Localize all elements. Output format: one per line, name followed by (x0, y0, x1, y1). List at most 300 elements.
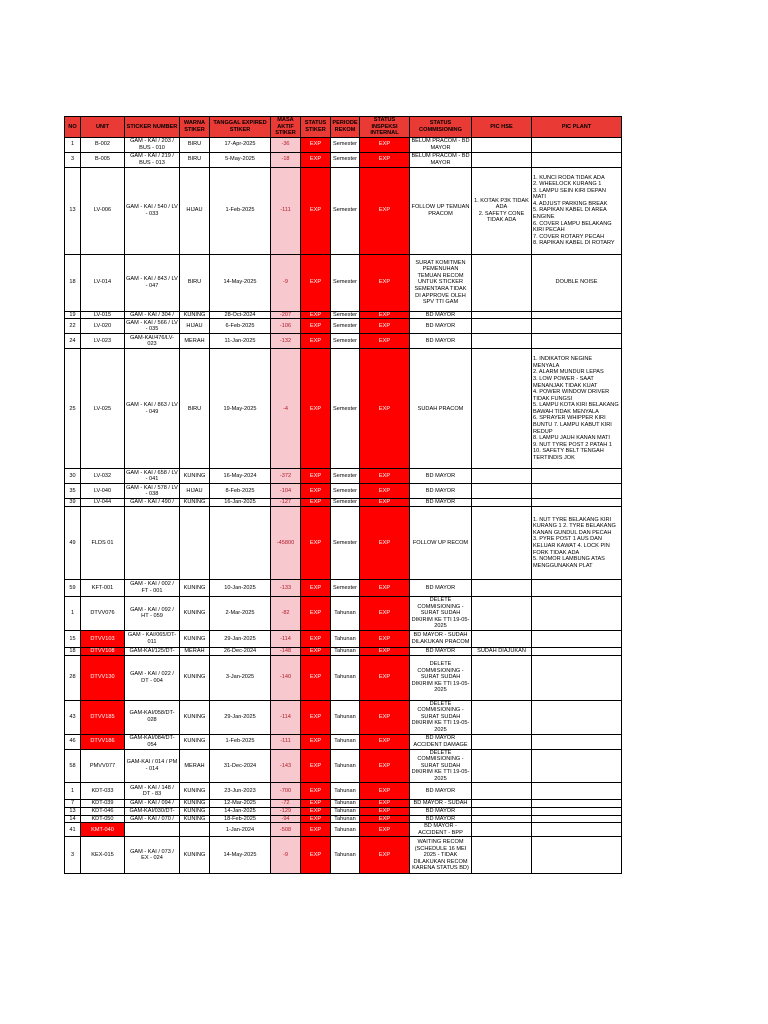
cell-pic-plant[interactable]: 1. KUNCI RODA TIDAK ADA 2. WHEELOCK KURANG 1 3. LAMPU SEIN KIRI DEPAN MATI 4. ADJUST PARKING BREAK 5. RAPIKAN KABEL DI AREA ENGINE 6. COVER LAMPU BELAKANG KIRI PECAH 7. COVER ROTARY PECAH 8. RAPIKAN KABEL DI ROTARY (532, 167, 622, 254)
cell-status-stiker[interactable]: EXP (301, 506, 331, 579)
cell-status-inspeksi[interactable]: EXP (360, 837, 410, 874)
cell-status-stiker[interactable]: EXP (301, 579, 331, 596)
cell-unit[interactable]: KDT-039 (81, 800, 125, 808)
cell-status-commisioning[interactable]: BD MAYOR (410, 647, 472, 655)
cell-unit[interactable]: LV-020 (81, 319, 125, 334)
cell-pic-hse[interactable] (472, 137, 532, 152)
cell-pic-hse[interactable] (472, 334, 532, 349)
cell-masa-aktif[interactable]: -18 (271, 152, 301, 167)
cell-warna[interactable]: KUNING (180, 499, 210, 507)
cell-status-stiker[interactable]: EXP (301, 484, 331, 499)
cell-status-stiker[interactable]: EXP (301, 734, 331, 749)
cell-sticker-number[interactable]: GAM-KAI / 014 / PM - 014 (125, 749, 180, 783)
cell-pic-plant[interactable] (532, 579, 622, 596)
cell-status-commisioning[interactable]: WAITING RECOM (SCHEDULE 16 MEI 2025 - TIDAK DILAKUKAN RECOM KARENA STATUS BD) (410, 837, 472, 874)
cell-status-stiker[interactable]: EXP (301, 630, 331, 647)
cell-warna[interactable]: MERAH (180, 334, 210, 349)
cell-status-inspeksi[interactable]: EXP (360, 334, 410, 349)
cell-status-inspeksi[interactable]: EXP (360, 800, 410, 808)
cell-unit[interactable]: KFT-001 (81, 579, 125, 596)
cell-pic-hse[interactable] (472, 655, 532, 700)
cell-unit[interactable]: LV-044 (81, 499, 125, 507)
cell-periode[interactable]: Tahunan (331, 823, 360, 837)
cell-unit[interactable]: LV-025 (81, 349, 125, 469)
cell-status-stiker[interactable]: EXP (301, 349, 331, 469)
cell-pic-plant[interactable] (532, 655, 622, 700)
cell-status-commisioning[interactable]: BELUM PRACOM - BD MAYOR (411, 138, 470, 151)
cell-no[interactable]: 41 (65, 823, 81, 837)
cell-unit[interactable]: DTVV108 (81, 647, 125, 655)
cell-pic-hse[interactable] (472, 749, 532, 783)
cell-masa-aktif[interactable]: -9 (271, 254, 301, 311)
cell-pic-hse[interactable]: 1. KOTAK P3K TIDAK ADA 2. SAFETY CONE TIDAK ADA (472, 167, 532, 254)
cell-sticker-number[interactable]: GAM - KAI / 203 / BUS - 010 (125, 137, 180, 152)
cell-masa-aktif[interactable]: -508 (271, 823, 301, 837)
cell-tanggal[interactable]: 19-May-2025 (210, 349, 271, 469)
cell-warna[interactable]: KUNING (180, 311, 210, 319)
header-unit[interactable]: UNIT (81, 117, 125, 138)
cell-warna[interactable]: HIJAU (180, 319, 210, 334)
cell-pic-plant[interactable] (532, 319, 622, 334)
cell-tanggal[interactable]: 16-Jan-2025 (210, 499, 271, 507)
cell-masa-aktif[interactable]: -114 (271, 700, 301, 734)
cell-unit[interactable]: LV-006 (81, 167, 125, 254)
cell-tanggal[interactable]: 1-Jan-2024 (210, 823, 271, 837)
cell-sticker-number[interactable]: GAM-KAI/030/DT- (125, 808, 180, 816)
cell-masa-aktif[interactable]: -94 (271, 815, 301, 823)
cell-status-stiker[interactable]: EXP (301, 152, 331, 167)
cell-sticker-number[interactable]: GAM-KAI/058/DT-028 (125, 700, 180, 734)
cell-warna[interactable]: HIJAU (180, 484, 210, 499)
cell-pic-plant[interactable] (532, 469, 622, 484)
cell-status-commisioning[interactable]: FOLLOW UP RECOM (410, 506, 472, 579)
cell-tanggal[interactable]: 3-Jan-2025 (210, 655, 271, 700)
cell-status-stiker[interactable]: EXP (301, 700, 331, 734)
cell-status-commisioning[interactable]: BD MAYOR (410, 815, 472, 823)
cell-pic-hse[interactable] (472, 700, 532, 734)
cell-pic-plant[interactable] (532, 823, 622, 837)
cell-pic-hse[interactable] (472, 808, 532, 816)
cell-pic-plant[interactable] (532, 630, 622, 647)
cell-status-stiker[interactable]: EXP (301, 823, 331, 837)
cell-status-commisioning[interactable]: BD MAYOR (410, 319, 472, 334)
cell-sticker-number[interactable]: GAM - KAI / 219 / BUS - 013 (125, 152, 180, 167)
cell-status-inspeksi[interactable]: EXP (360, 630, 410, 647)
cell-pic-hse[interactable] (472, 152, 532, 167)
cell-status-inspeksi[interactable]: EXP (360, 137, 410, 152)
cell-masa-aktif[interactable]: -111 (271, 734, 301, 749)
cell-masa-aktif[interactable]: -127 (271, 499, 301, 507)
cell-masa-aktif[interactable]: -104 (271, 484, 301, 499)
cell-unit[interactable]: DTVV130 (81, 655, 125, 700)
cell-pic-plant[interactable] (532, 311, 622, 319)
cell-status-stiker[interactable]: EXP (301, 499, 331, 507)
cell-status-stiker[interactable]: EXP (301, 167, 331, 254)
cell-no[interactable]: 59 (65, 579, 81, 596)
cell-unit[interactable]: PMVV077 (81, 749, 125, 783)
cell-sticker-number[interactable]: GAM - KAI / 148 / DT - 83 (125, 783, 180, 800)
header-status-stiker[interactable]: STATUS STIKER (301, 117, 331, 138)
cell-tanggal[interactable]: 26-Dec-2024 (210, 647, 271, 655)
cell-status-commisioning[interactable]: BD MAYOR (410, 499, 472, 507)
cell-periode[interactable]: Tahunan (331, 734, 360, 749)
cell-no[interactable]: 35 (65, 484, 81, 499)
cell-unit[interactable]: LV-032 (81, 469, 125, 484)
cell-periode[interactable]: Tahunan (331, 800, 360, 808)
cell-sticker-number[interactable]: GAM - KAI / 566 / LV - 035 (126, 319, 178, 333)
cell-sticker-number[interactable]: GAM - KAI / 843 / LV - 047 (125, 254, 180, 311)
cell-pic-hse[interactable] (472, 311, 532, 319)
cell-no[interactable]: 14 (65, 815, 81, 823)
cell-periode[interactable]: Tahunan (331, 655, 360, 700)
cell-pic-hse[interactable] (472, 783, 532, 800)
cell-pic-plant[interactable] (532, 137, 622, 152)
cell-no[interactable]: 19 (65, 311, 81, 319)
cell-unit[interactable]: DTVV185 (81, 700, 125, 734)
cell-no[interactable]: 43 (65, 700, 81, 734)
cell-warna[interactable] (180, 506, 210, 579)
cell-status-inspeksi[interactable]: EXP (360, 734, 410, 749)
cell-warna[interactable]: BIRU (180, 137, 210, 152)
cell-sticker-number[interactable]: GAM - KAI / 490 / (125, 499, 180, 507)
cell-status-stiker[interactable]: EXP (301, 800, 331, 808)
cell-tanggal[interactable]: 14-May-2025 (210, 837, 271, 874)
cell-unit[interactable]: KEX-015 (81, 837, 125, 874)
cell-status-inspeksi[interactable]: EXP (360, 596, 410, 630)
cell-warna[interactable]: MERAH (180, 647, 210, 655)
cell-no[interactable]: 1 (65, 783, 81, 800)
cell-no[interactable]: 49 (65, 506, 81, 579)
cell-unit[interactable]: KDT-046 (81, 808, 125, 816)
cell-periode[interactable]: Semester (331, 469, 360, 484)
cell-unit[interactable]: LV-015 (81, 311, 125, 319)
cell-no[interactable]: 7 (65, 800, 81, 808)
cell-status-commisioning[interactable]: DELETE COMMISIONING - SURAT SUDAH DIKIRIM KE TTI 19-05-2025 (410, 655, 472, 700)
cell-tanggal[interactable]: 14-May-2025 (210, 254, 271, 311)
cell-no[interactable]: 22 (65, 319, 81, 334)
cell-warna[interactable]: BIRU (180, 152, 210, 167)
cell-tanggal[interactable]: 29-Jan-2025 (210, 700, 271, 734)
cell-tanggal[interactable]: 16-May-2024 (210, 469, 271, 484)
cell-status-stiker[interactable]: EXP (301, 655, 331, 700)
cell-unit[interactable]: B-002 (81, 137, 125, 152)
cell-sticker-number[interactable]: GAM-KAI/125/DT- (125, 647, 180, 655)
cell-warna[interactable]: KUNING (180, 630, 210, 647)
cell-periode[interactable]: Semester (331, 167, 360, 254)
cell-status-inspeksi[interactable]: EXP (360, 254, 410, 311)
cell-pic-hse[interactable] (472, 800, 532, 808)
header-warna-stiker[interactable]: WARNA STIKER (180, 117, 210, 138)
cell-pic-hse[interactable] (472, 349, 532, 469)
cell-periode[interactable]: Semester (331, 506, 360, 579)
cell-sticker-number[interactable] (125, 823, 180, 837)
cell-masa-aktif[interactable]: -114 (271, 630, 301, 647)
cell-masa-aktif[interactable]: -140 (271, 655, 301, 700)
cell-no[interactable]: 1 (65, 596, 81, 630)
cell-warna[interactable]: KUNING (180, 783, 210, 800)
cell-pic-hse[interactable] (472, 484, 532, 499)
cell-pic-hse[interactable]: SUDAH DIAJUKAN (472, 647, 532, 655)
cell-tanggal[interactable]: 6-Feb-2025 (210, 319, 271, 334)
cell-tanggal[interactable]: 14-Jan-2025 (210, 808, 271, 816)
cell-periode[interactable]: Tahunan (331, 837, 360, 874)
cell-tanggal[interactable]: 18-Feb-2025 (210, 815, 271, 823)
cell-status-inspeksi[interactable]: EXP (360, 152, 410, 167)
cell-no[interactable]: 30 (65, 469, 81, 484)
cell-status-commisioning[interactable]: DELETE COMMISIONING - SURAT SUDAH DIKIRIM KE TTI 19-05-2025 (410, 749, 472, 783)
cell-periode[interactable]: Semester (331, 349, 360, 469)
cell-periode[interactable]: Tahunan (331, 630, 360, 647)
cell-tanggal[interactable]: 11-Jan-2025 (210, 334, 271, 349)
cell-masa-aktif[interactable]: -148 (271, 647, 301, 655)
cell-sticker-number[interactable]: GAM - KAI / 002 / FT - 001 (125, 579, 180, 596)
cell-warna[interactable]: BIRU (180, 349, 210, 469)
cell-sticker-number[interactable] (125, 506, 180, 579)
header-periode-rekom[interactable]: PERIODE REKOM (331, 117, 360, 138)
cell-unit[interactable]: DTVV076 (81, 596, 125, 630)
cell-no[interactable]: 3 (65, 837, 81, 874)
cell-status-commisioning[interactable]: BD MAYOR ACCIDENT DAMAGE (410, 734, 472, 749)
cell-sticker-number[interactable]: GAM - KAI / 070 / (125, 815, 180, 823)
cell-status-commisioning[interactable]: BD MAYOR (410, 808, 472, 816)
cell-status-stiker[interactable]: EXP (301, 837, 331, 874)
cell-status-commisioning[interactable]: BD MAYOR - SUDAH DILAKUKAN PRACOM (410, 630, 472, 647)
cell-no[interactable]: 39 (65, 499, 81, 507)
cell-pic-hse[interactable] (472, 506, 532, 579)
cell-status-stiker[interactable]: EXP (301, 749, 331, 783)
cell-pic-plant[interactable] (532, 484, 622, 499)
cell-no[interactable]: 1 (65, 137, 81, 152)
cell-tanggal[interactable]: 23-Jun-2023 (210, 783, 271, 800)
cell-no[interactable]: 13 (65, 167, 81, 254)
cell-pic-hse[interactable] (472, 734, 532, 749)
header-tanggal-expired[interactable]: TANGGAL EXPIRED STIKER (210, 117, 271, 138)
cell-status-inspeksi[interactable]: EXP (360, 167, 410, 254)
cell-warna[interactable]: BIRU (180, 254, 210, 311)
cell-periode[interactable]: Tahunan (331, 700, 360, 734)
cell-warna[interactable]: KUNING (180, 808, 210, 816)
cell-periode[interactable]: Semester (331, 319, 360, 334)
cell-status-stiker[interactable]: EXP (301, 137, 331, 152)
cell-status-stiker[interactable]: EXP (301, 469, 331, 484)
cell-unit[interactable]: LV-023 (81, 334, 125, 349)
cell-masa-aktif[interactable]: -133 (271, 579, 301, 596)
cell-warna[interactable]: KUNING (180, 837, 210, 874)
cell-no[interactable]: 3 (65, 152, 81, 167)
cell-status-inspeksi[interactable]: EXP (360, 506, 410, 579)
cell-masa-aktif[interactable]: -36 (271, 137, 301, 152)
cell-masa-aktif[interactable]: -700 (271, 783, 301, 800)
cell-no[interactable]: 58 (65, 749, 81, 783)
cell-masa-aktif[interactable]: -372 (271, 469, 301, 484)
cell-warna[interactable]: KUNING (180, 579, 210, 596)
cell-periode[interactable]: Semester (331, 311, 360, 319)
cell-masa-aktif[interactable]: -9 (271, 837, 301, 874)
cell-warna[interactable]: KUNING (180, 596, 210, 630)
cell-unit[interactable]: LV-040 (81, 484, 125, 499)
cell-masa-aktif[interactable]: -82 (271, 596, 301, 630)
cell-sticker-number[interactable]: GAM - KAI / 304 / (125, 311, 180, 319)
cell-pic-hse[interactable] (472, 815, 532, 823)
cell-status-commisioning[interactable]: BD MAYOR (410, 311, 472, 319)
cell-status-commisioning[interactable]: DELETE COMMISIONING - SURAT SUDAH DIKIRIM KE TTI 19-05-2025 (410, 596, 472, 630)
cell-pic-plant[interactable] (532, 334, 622, 349)
cell-masa-aktif[interactable]: -45800 (271, 506, 301, 579)
cell-warna[interactable]: KUNING (180, 469, 210, 484)
cell-status-stiker[interactable]: EXP (301, 808, 331, 816)
cell-status-commisioning[interactable]: BD MAYOR (410, 469, 472, 484)
cell-status-inspeksi[interactable]: EXP (360, 579, 410, 596)
cell-unit[interactable]: DTVV103 (81, 630, 125, 647)
cell-no[interactable]: 13 (65, 808, 81, 816)
cell-masa-aktif[interactable]: -4 (271, 349, 301, 469)
cell-no[interactable]: 15 (65, 630, 81, 647)
cell-pic-hse[interactable] (472, 254, 532, 311)
header-status-commisioning[interactable]: STATUS COMMISIONING (410, 117, 472, 138)
cell-status-commisioning[interactable]: SURAT KOMITMEN PEMENUHAN TEMUAN RECOM UNTUK STICKER SEMENTARA TIDAK DI APPROVE OLEH SPV TTI GAM (410, 254, 472, 311)
cell-sticker-number[interactable]: GAM-KAI/476/LV-023 (125, 334, 180, 349)
cell-status-inspeksi[interactable]: EXP (360, 808, 410, 816)
cell-no[interactable]: 46 (65, 734, 81, 749)
cell-status-inspeksi[interactable]: EXP (360, 655, 410, 700)
cell-sticker-number[interactable]: GAM - KAI / 658 / LV - 041 (126, 469, 178, 483)
cell-status-stiker[interactable]: EXP (301, 311, 331, 319)
cell-status-inspeksi[interactable]: EXP (360, 700, 410, 734)
cell-status-commisioning[interactable]: BD MAYOR - ACCIDENT - BPP (410, 823, 472, 837)
cell-tanggal[interactable]: 2-Mar-2025 (210, 596, 271, 630)
cell-periode[interactable]: Semester (331, 334, 360, 349)
cell-status-inspeksi[interactable]: EXP (360, 469, 410, 484)
cell-periode[interactable]: Tahunan (331, 749, 360, 783)
cell-masa-aktif[interactable]: -106 (271, 319, 301, 334)
header-status-inspeksi[interactable]: STATUS INSPEKSI INTERNAL (360, 117, 410, 138)
cell-masa-aktif[interactable]: -111 (271, 167, 301, 254)
cell-periode[interactable]: Semester (331, 152, 360, 167)
cell-pic-plant[interactable] (532, 152, 622, 167)
cell-masa-aktif[interactable]: -129 (271, 808, 301, 816)
cell-status-commisioning[interactable]: BD MAYOR (410, 783, 472, 800)
cell-pic-hse[interactable] (472, 469, 532, 484)
header-no[interactable]: NO (65, 117, 81, 138)
cell-status-inspeksi[interactable]: EXP (360, 815, 410, 823)
cell-status-inspeksi[interactable]: EXP (360, 647, 410, 655)
cell-unit[interactable]: KDT-033 (81, 783, 125, 800)
cell-periode[interactable]: Tahunan (331, 596, 360, 630)
cell-status-stiker[interactable]: EXP (301, 815, 331, 823)
cell-periode[interactable]: Tahunan (331, 783, 360, 800)
cell-no[interactable]: 18 (65, 647, 81, 655)
cell-masa-aktif[interactable]: -132 (271, 334, 301, 349)
cell-warna[interactable]: MERAH (180, 749, 210, 783)
cell-periode[interactable]: Semester (331, 254, 360, 311)
cell-unit[interactable]: B-005 (81, 152, 125, 167)
cell-status-commisioning[interactable]: BD MAYOR (410, 484, 472, 499)
cell-sticker-number[interactable]: GAM - KAI / 863 / LV - 049 (125, 349, 180, 469)
cell-masa-aktif[interactable]: -207 (271, 311, 301, 319)
cell-pic-plant[interactable] (532, 734, 622, 749)
cell-pic-hse[interactable] (472, 579, 532, 596)
cell-tanggal[interactable]: 29-Jan-2025 (210, 630, 271, 647)
cell-status-stiker[interactable]: EXP (301, 254, 331, 311)
cell-status-commisioning[interactable]: BD MAYOR (410, 579, 472, 596)
cell-warna[interactable]: KUNING (180, 734, 210, 749)
cell-status-inspeksi[interactable]: EXP (360, 749, 410, 783)
cell-unit[interactable]: DTVV186 (81, 734, 125, 749)
cell-pic-plant[interactable] (532, 815, 622, 823)
cell-status-inspeksi[interactable]: EXP (360, 484, 410, 499)
cell-status-inspeksi[interactable]: EXP (360, 311, 410, 319)
cell-unit[interactable]: KDT-050 (81, 815, 125, 823)
header-pic-plant[interactable]: PIC PLANT (532, 117, 622, 138)
cell-tanggal[interactable]: 1-Feb-2025 (210, 167, 271, 254)
cell-status-commisioning[interactable]: BD MAYOR (410, 334, 472, 349)
cell-tanggal[interactable]: 31-Dec-2024 (210, 749, 271, 783)
cell-pic-plant[interactable] (532, 837, 622, 874)
cell-periode[interactable]: Tahunan (331, 808, 360, 816)
cell-status-commisioning[interactable]: BELUM PRACOM - BD MAYOR (411, 153, 470, 166)
cell-sticker-number[interactable]: GAM - KAI / 022 / DT - 004 (125, 655, 180, 700)
cell-pic-plant[interactable] (532, 700, 622, 734)
cell-pic-hse[interactable] (472, 596, 532, 630)
cell-status-commisioning[interactable]: DELETE COMMISIONING - SURAT SUDAH DIKIRIM KE TTI 19-05-2025 (410, 700, 472, 734)
cell-pic-plant[interactable]: DOUBLE NOISE (532, 254, 622, 311)
cell-status-inspeksi[interactable]: EXP (360, 499, 410, 507)
cell-status-stiker[interactable]: EXP (301, 596, 331, 630)
cell-sticker-number[interactable]: GAM - KAI / 092 / HT - 059 (125, 596, 180, 630)
cell-status-inspeksi[interactable]: EXP (360, 349, 410, 469)
cell-pic-plant[interactable]: 1. INDIKATOR NEGINE MENYALA 2. ALARM MUNDUR LEPAS 3. LOW POWER - SAAT MENANJAK TIDAK KUAT 4. POWER WINDOW DRIVER TIDAK FUNGSI 5. LAMPU KOTA KIRI BELAKANG BAWAH TIDAK MENYALA 6. SPRAYER WHIPPER KIRI BUNTU 7. LAMPU KABUT KIRI REDUP 8. LAMPU JAUH KANAN MATI 9. NUT TYRE POST 2 PATAH 1 10. SAFETY BELT TENGAH TERTINDIS JOK (532, 349, 622, 469)
cell-sticker-number[interactable]: GAM - KAI / 073 / EX - 024 (125, 837, 180, 874)
cell-warna[interactable] (180, 823, 210, 837)
cell-sticker-number[interactable]: GAM - KAI/065/DT-011 (125, 630, 180, 647)
cell-pic-plant[interactable] (532, 783, 622, 800)
cell-unit[interactable]: FLDS 01 (81, 506, 125, 579)
cell-tanggal[interactable]: 28-Oct-2024 (210, 311, 271, 319)
cell-tanggal[interactable] (210, 506, 271, 579)
cell-periode[interactable]: Semester (331, 137, 360, 152)
cell-tanggal[interactable]: 12-Mar-2025 (210, 800, 271, 808)
cell-warna[interactable]: KUNING (180, 800, 210, 808)
cell-status-commisioning[interactable]: BD MAYOR - SUDAH (410, 800, 472, 808)
cell-warna[interactable]: HIJAU (180, 167, 210, 254)
cell-status-stiker[interactable]: EXP (301, 647, 331, 655)
cell-pic-plant[interactable] (532, 800, 622, 808)
cell-pic-plant[interactable] (532, 596, 622, 630)
cell-tanggal[interactable]: 8-Feb-2025 (210, 484, 271, 499)
cell-periode[interactable]: Semester (331, 499, 360, 507)
cell-sticker-number[interactable]: GAM - KAI / 578 / LV - 038 (126, 484, 178, 498)
cell-pic-plant[interactable]: 1. NUT TYRE BELAKANG KIRI KURANG 1 2. TYRE BELAKANG KANAN GUNDUL DAN PECAH 3. PYRE POST 1 AUS DAN KELUAR KAWAT 4. LOCK PIN FORK TIDAK ADA 5. NOMOR LAMBUNG ATAS MENGGUNAKAN PLAT (532, 506, 622, 579)
cell-periode[interactable]: Semester (331, 484, 360, 499)
cell-pic-plant[interactable] (532, 808, 622, 816)
cell-pic-hse[interactable] (472, 630, 532, 647)
cell-unit[interactable]: KMT-040 (81, 823, 125, 837)
cell-tanggal[interactable]: 10-Jan-2025 (210, 579, 271, 596)
cell-unit[interactable]: LV-014 (81, 254, 125, 311)
cell-status-stiker[interactable]: EXP (301, 334, 331, 349)
cell-warna[interactable]: KUNING (180, 815, 210, 823)
cell-periode[interactable]: Tahunan (331, 647, 360, 655)
cell-pic-hse[interactable] (472, 319, 532, 334)
header-pic-hse[interactable]: PIC HSE (472, 117, 532, 138)
cell-status-inspeksi[interactable]: EXP (360, 783, 410, 800)
header-masa-aktif[interactable]: MASA AKTIF STIKER (271, 117, 301, 138)
cell-no[interactable]: 25 (65, 349, 81, 469)
cell-no[interactable]: 24 (65, 334, 81, 349)
cell-status-inspeksi[interactable]: EXP (360, 823, 410, 837)
cell-warna[interactable]: KUNING (180, 655, 210, 700)
cell-warna[interactable]: KUNING (180, 700, 210, 734)
